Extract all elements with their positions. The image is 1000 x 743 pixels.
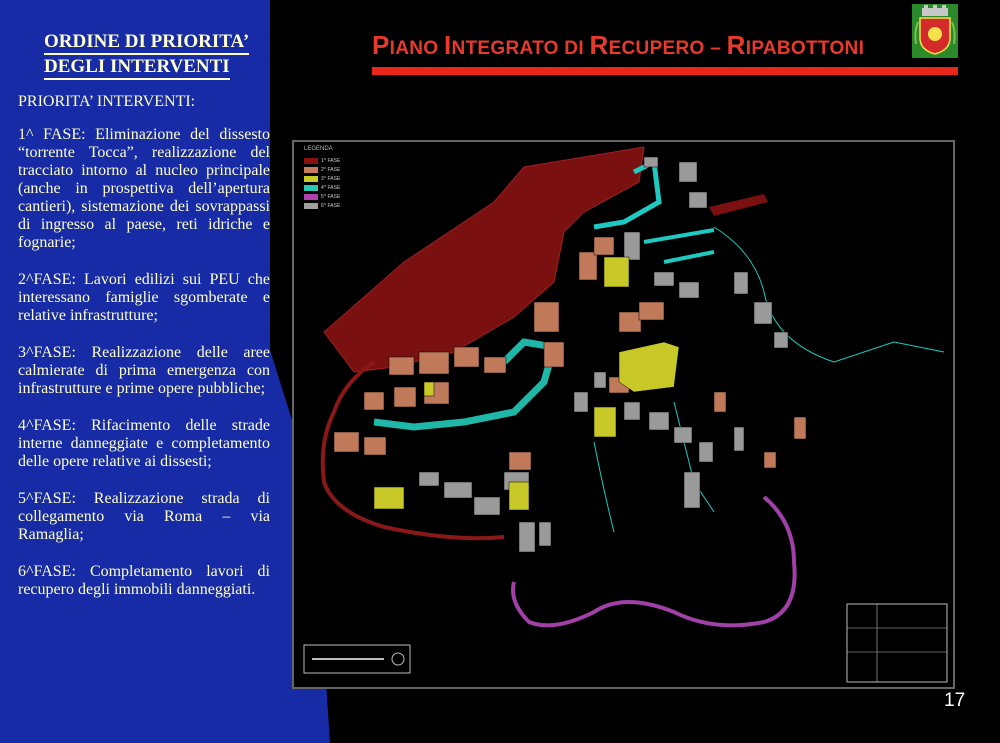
sidebar-title-line1: ORDINE DI PRIORITA’: [44, 31, 249, 55]
town-map: [292, 140, 955, 689]
legend-swatch: [304, 194, 318, 200]
legend-swatch: [304, 158, 318, 164]
legend-swatch: [304, 185, 318, 191]
legend-label: 5^ FASE: [321, 193, 341, 200]
legend-swatch: [304, 203, 318, 209]
title-cap: R: [726, 30, 746, 60]
title-rest: ECUPERO –: [608, 38, 727, 59]
title-rest: IANO: [389, 38, 444, 59]
legend-label: 3^ FASE: [321, 175, 341, 182]
map-drawing: [294, 142, 953, 687]
title-rest: NTEGRATO DI: [451, 38, 590, 59]
page-number: 17: [944, 690, 966, 711]
phase-item: 4^FASE: Rifacimento delle strade interne danneggiate e completamento delle opere relative ai dissesti;: [18, 417, 270, 470]
legend-item: [304, 192, 340, 201]
legend-item: [304, 165, 340, 174]
title-underline: [372, 67, 958, 75]
legend-label: 6^ FASE: [321, 202, 341, 209]
phase-item: 2^FASE: Lavori edilizi sui PEU che interessano famiglie sgomberate e relative infrastrutture;: [18, 271, 270, 324]
phase-item: 5^FASE: Realizzazione strada di collegamento via Roma – via Ramaglia;: [18, 490, 270, 543]
slide-title: [372, 30, 912, 61]
legend-item: [304, 183, 340, 192]
legend-item: [304, 201, 340, 210]
phase-item: 6^FASE: Completamento lavori di recupero degli immobili danneggiati.: [18, 563, 270, 598]
legend-swatch: [304, 167, 318, 173]
title-cap: R: [589, 30, 609, 60]
title-cap: P: [372, 30, 390, 60]
legend-swatch: [304, 176, 318, 182]
legend-label: 1^ FASE: [321, 157, 341, 164]
legend-item: [304, 174, 340, 183]
title-cap: I: [443, 30, 452, 60]
municipal-crest-icon: [912, 4, 958, 58]
legend-label: 4^ FASE: [321, 184, 341, 191]
legend-title: LEGENDA: [304, 146, 333, 152]
title-rest: IPABOTTONI: [745, 38, 865, 59]
sidebar-title: [44, 30, 284, 80]
map-legend: [304, 146, 340, 210]
sidebar-title-line2: DEGLI INTERVENTI: [44, 56, 230, 80]
phase-list: [18, 126, 270, 618]
legend-item: [304, 156, 340, 165]
section-heading: PRIORITA’ INTERVENTI:: [18, 93, 196, 110]
phase-item: 1^ FASE: Eliminazione del dissesto “torrente Tocca”, realizzazione del tracciato intorno al nucleo principale (anche in prospettiva dell’apertura cantieri), sistemazione dei sovrappassi di ingresso al paese, reti idriche e fognarie;: [18, 126, 270, 251]
legend-label: 2^ FASE: [321, 166, 341, 173]
phase-item: 3^FASE: Realizzazione delle aree calmierate di prima emergenza con infrastrutture e prime opere pubbliche;: [18, 344, 270, 397]
